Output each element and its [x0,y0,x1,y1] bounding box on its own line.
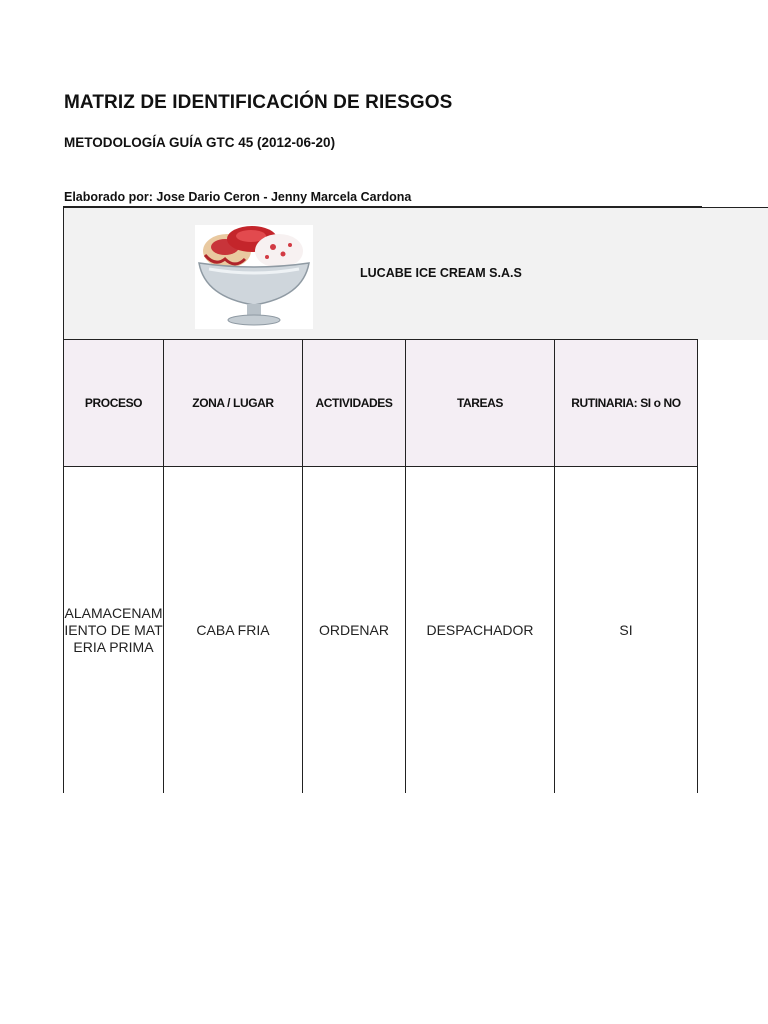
document-author: Elaborado por: Jose Dario Ceron - Jenny Marcela Cardona [64,190,412,204]
cell-rutinaria: SI [555,467,698,794]
risk-matrix-table [63,339,698,793]
header-rutinaria: RUTINARIA: SI o NO [555,340,698,467]
cell-zona-lugar: CABA FRIA [164,467,303,794]
header-zona-lugar: ZONA / LUGAR [164,340,303,467]
header-actividades: ACTIVIDADES [303,340,406,467]
company-name: LUCABE ICE CREAM S.A.S [360,266,522,280]
table-header-row [64,340,698,467]
header-proceso: PROCESO [64,340,164,467]
table-row [64,467,698,794]
document-title: MATRIZ DE IDENTIFICACIÓN DE RIESGOS [64,92,453,113]
ice-cream-bowl-icon [195,225,313,329]
cell-tareas: DESPACHADOR [406,467,555,794]
cell-proceso: ALAMACENAMIENTO DE MATERIA PRIMA [64,467,164,794]
cell-actividades: ORDENAR [303,467,406,794]
document-subtitle: METODOLOGÍA GUÍA GTC 45 (2012-06-20) [64,135,336,150]
header-tareas: TAREAS [406,340,555,467]
